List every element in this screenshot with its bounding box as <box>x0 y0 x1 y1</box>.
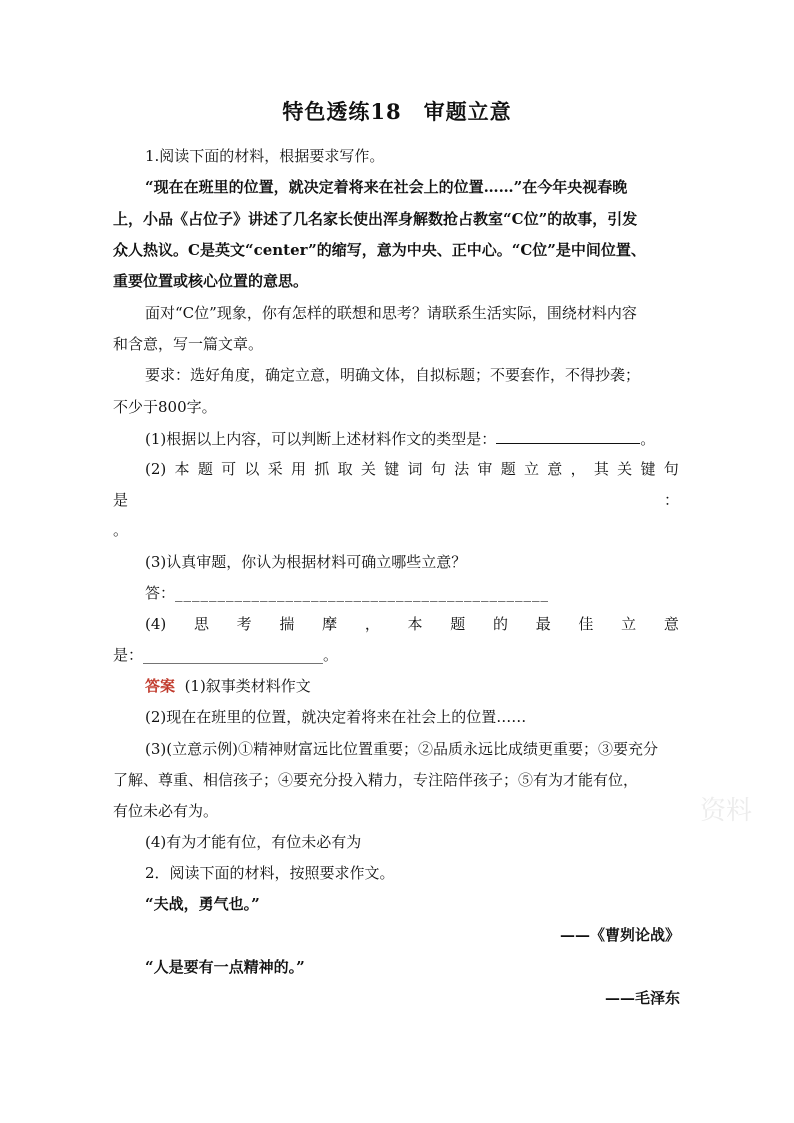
char: (2) <box>145 460 167 478</box>
answer-1-text: (1)叙事类材料作文 <box>184 677 311 695</box>
char: 题 <box>197 460 213 478</box>
q2-quote-2: “人是要有一点精神的。” <box>145 958 305 976</box>
char: 抓 <box>314 460 330 478</box>
char: 采 <box>267 460 283 478</box>
q2-intro: 2．阅读下面的材料，按照要求作文。 <box>145 864 395 882</box>
prompt-line: 和含意，写一篇文章。 <box>113 335 264 353</box>
char: ， <box>364 615 380 633</box>
char: ， <box>570 460 586 478</box>
sub-question-4-line1 <box>145 614 679 634</box>
material-line: 上，小品《占位子》讲述了几名家长使出浑身解数抢占教室“C位”的故事，引发 <box>113 210 638 228</box>
char: ： <box>663 491 679 509</box>
char: 其 <box>593 460 609 478</box>
char: 最 <box>535 615 551 633</box>
char: 以 <box>244 460 260 478</box>
sub-question-2-line2 <box>113 490 679 510</box>
char: 题 <box>500 460 516 478</box>
answer-label: 答案 <box>145 677 176 695</box>
sub-question-2-line3: 。 <box>113 521 129 539</box>
char: 摩 <box>322 615 338 633</box>
char: 是 <box>113 491 129 509</box>
sub-question-2-line1 <box>145 459 679 479</box>
char: 词 <box>407 460 423 478</box>
char: 本 <box>174 460 190 478</box>
material-line: 众人热议。C是英文“center”的缩写，意为中央、正中心。“C位”是中间位置、 <box>113 241 646 259</box>
char: 佳 <box>578 615 594 633</box>
answer-3-line: 了解、尊重、相信孩子；④要充分投入精力，专注陪伴孩子；⑤有为才能有位， <box>113 771 639 789</box>
char: 的 <box>492 615 508 633</box>
sub-question-3: (3)认真审题，你认为根据材料可确立哪些立意？ <box>145 553 467 571</box>
char: 题 <box>450 615 466 633</box>
char: 思 <box>193 615 209 633</box>
answer-blank[interactable]: ____________________________________________ <box>175 584 550 602</box>
answer-blank[interactable] <box>496 428 640 444</box>
requirement-line: 不少于800字。 <box>113 398 217 416</box>
q2-quote-1: “夫战，勇气也。” <box>145 895 260 913</box>
material-line: 重要位置或核心位置的意思。 <box>113 272 309 290</box>
answer-3-line: 有位未必有为。 <box>113 802 219 820</box>
char: 键 <box>384 460 400 478</box>
sub-question-1 <box>145 428 655 449</box>
sub-question-3-answer <box>145 583 549 603</box>
char: 用 <box>291 460 307 478</box>
q1-intro: 1.阅读下面的材料，根据要求写作。 <box>145 147 385 165</box>
answer-3-line: (3)(立意示例)①精神财富远比位置重要；②品质永远比成绩更重要；③要充分 <box>145 740 658 758</box>
char: 句 <box>430 460 446 478</box>
requirement-line: 要求：选好角度，确定立意，明确文体，自拟标题；不要套作，不得抄袭； <box>145 366 641 384</box>
char: 键 <box>640 460 656 478</box>
answer-label: 答： <box>145 584 176 602</box>
watermark: 资料 <box>700 796 753 826</box>
char: (4) <box>145 615 167 633</box>
q2-source-2: ——毛泽东 <box>604 989 680 1007</box>
char: 关 <box>360 460 376 478</box>
answer-4: (4)有为才能有位，有位未必有为 <box>145 833 362 851</box>
char: 意 <box>663 615 679 633</box>
page-title: 特色透练18 审题立意 <box>282 99 512 124</box>
char: 取 <box>337 460 353 478</box>
char: 意 <box>547 460 563 478</box>
char: 关 <box>617 460 633 478</box>
prompt-line: 面对“C位”现象，你有怎样的联想和思考？请联系生活实际，围绕材料内容 <box>145 304 637 322</box>
q2-source-1: ——《曹刿论战》 <box>559 926 680 944</box>
char: 立 <box>621 615 637 633</box>
char: 句 <box>663 460 679 478</box>
sub-question-1-text: (1)根据以上内容，可以判断上述材料作文的类型是： <box>145 430 497 448</box>
sub-question-4-line2: 是：________________________。 <box>113 646 339 664</box>
material-line: “现在在班里的位置，就决定着将来在社会上的位置……”在今年央视春晚 <box>145 178 628 196</box>
answer-1 <box>145 676 311 696</box>
char: 法 <box>454 460 470 478</box>
sub-question-1-end: 。 <box>640 430 656 448</box>
char: 考 <box>236 615 252 633</box>
char: 本 <box>407 615 423 633</box>
answer-2: (2)现在在班里的位置，就决定着将来在社会上的位置…… <box>145 708 527 726</box>
char: 可 <box>221 460 237 478</box>
char: 审 <box>477 460 493 478</box>
char: 揣 <box>279 615 295 633</box>
char: 立 <box>523 460 539 478</box>
